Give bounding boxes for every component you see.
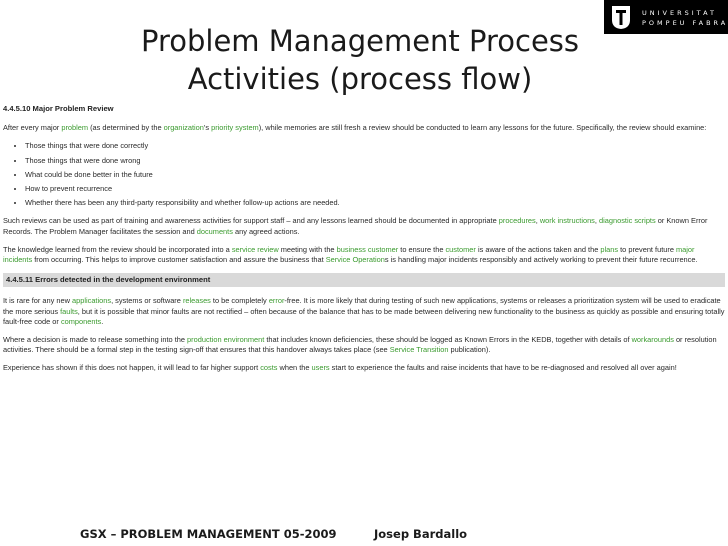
paragraph: Such reviews can be used as part of training and awareness activities for support staff – and any lessons learned should be documented in appropriate procedures, work instructions, diagnostic scripts or Known Error Records. The Problem Manager facilitates the session and documents any agreed actions. — [3, 216, 708, 236]
list-item: • Those things that were done correctly — [25, 141, 725, 151]
footer-author: Josep Bardallo — [374, 527, 468, 541]
document-excerpt — [3, 104, 725, 382]
link[interactable]: business customer — [336, 244, 399, 254]
link[interactable]: documents — [196, 226, 233, 236]
slide-title — [80, 22, 640, 98]
footer-course: GSX – PROBLEM MANAGEMENT 05-2009 — [80, 527, 337, 541]
section-heading-major-problem-review: 4.4.5.10 Major Problem Review — [3, 104, 114, 113]
paragraph: It is rare for any new applications, systems or software releases to be completely error-free. It is more likely that during testing of such new applications, systems or releases a prioritization system will be used to eradicate the more serious faults, but it is possible that minor faults are not rectified – often because of the balance that has to be made between delivering new functionality to the business as quickly as possible and ensuring totally fault-free code or components. — [3, 296, 725, 326]
logo-line-2: POMPEU FABRA — [642, 19, 728, 27]
link[interactable]: faults — [60, 306, 78, 316]
list-item: • How to prevent recurrence — [25, 184, 725, 194]
link[interactable]: service review — [231, 244, 279, 254]
link[interactable]: releases — [182, 296, 211, 306]
link[interactable]: Service Transition — [389, 345, 449, 355]
link[interactable]: customer — [445, 244, 476, 254]
list-item: • Whether there has been any third-party responsibility and whether follow-up actions are needed. — [25, 198, 725, 208]
link[interactable]: procedures — [498, 216, 536, 226]
link[interactable]: major incidents — [3, 244, 695, 265]
link[interactable]: costs — [260, 363, 278, 373]
slide-footer — [80, 527, 468, 541]
paragraph: After every major problem (as determined by the organization's priority system), while memories are still fresh a review should be conducted to learn any lessons for the future. Specifically, the review should examine: — [3, 123, 707, 133]
link[interactable]: workarounds — [631, 335, 674, 345]
link[interactable]: components — [60, 316, 102, 326]
logo-line-1: UNIVERSITAT — [642, 9, 718, 17]
slide-title-line-2: Activities (process flow) — [187, 62, 533, 96]
link[interactable]: work instructions — [539, 216, 595, 226]
link[interactable]: priority system — [211, 123, 259, 133]
link[interactable]: error — [268, 296, 285, 306]
link[interactable]: applications — [72, 296, 112, 306]
paragraph: Where a decision is made to release something into the production environment that includes known deficiencies, these should be logged as Known Errors in the KEDB, together with details of workarounds or resolution activities. There should be a formal step in the testing sign-off that ensures that this handover always takes place (see Service Transition publication). — [3, 335, 717, 355]
list-item: • What could be done better in the future — [25, 170, 725, 180]
review-checklist — [3, 141, 725, 208]
link[interactable]: organization — [163, 123, 204, 133]
list-item: • Those things that were done wrong — [25, 156, 725, 166]
paragraph: The knowledge learned from the review should be incorporated into a service review meeting with the business customer to ensure the customer is aware of the actions taken and the plans to prevent future major incidents from occurring. This helps to improve customer satisfaction and assure the business that Service Operations is handling major incidents responsibly and actively working to prevent their future recurrence. — [3, 244, 698, 265]
link[interactable]: production environment — [187, 335, 265, 345]
link[interactable]: plans — [600, 244, 619, 254]
slide-title-line-1: Problem Management Process — [140, 24, 580, 58]
link[interactable]: users — [311, 363, 330, 373]
link[interactable]: problem — [61, 123, 89, 133]
link[interactable]: diagnostic scripts — [599, 216, 656, 226]
paragraph: Experience has shown if this does not happen, it will lead to far higher support costs when the users start to experience the faults and raise incidents that have to be re-diagnosed and resolved all over again! — [3, 363, 677, 373]
section-heading-errors-development: 4.4.5.11 Errors detected in the development environment — [3, 273, 725, 287]
link[interactable]: Service Operation — [325, 255, 385, 265]
